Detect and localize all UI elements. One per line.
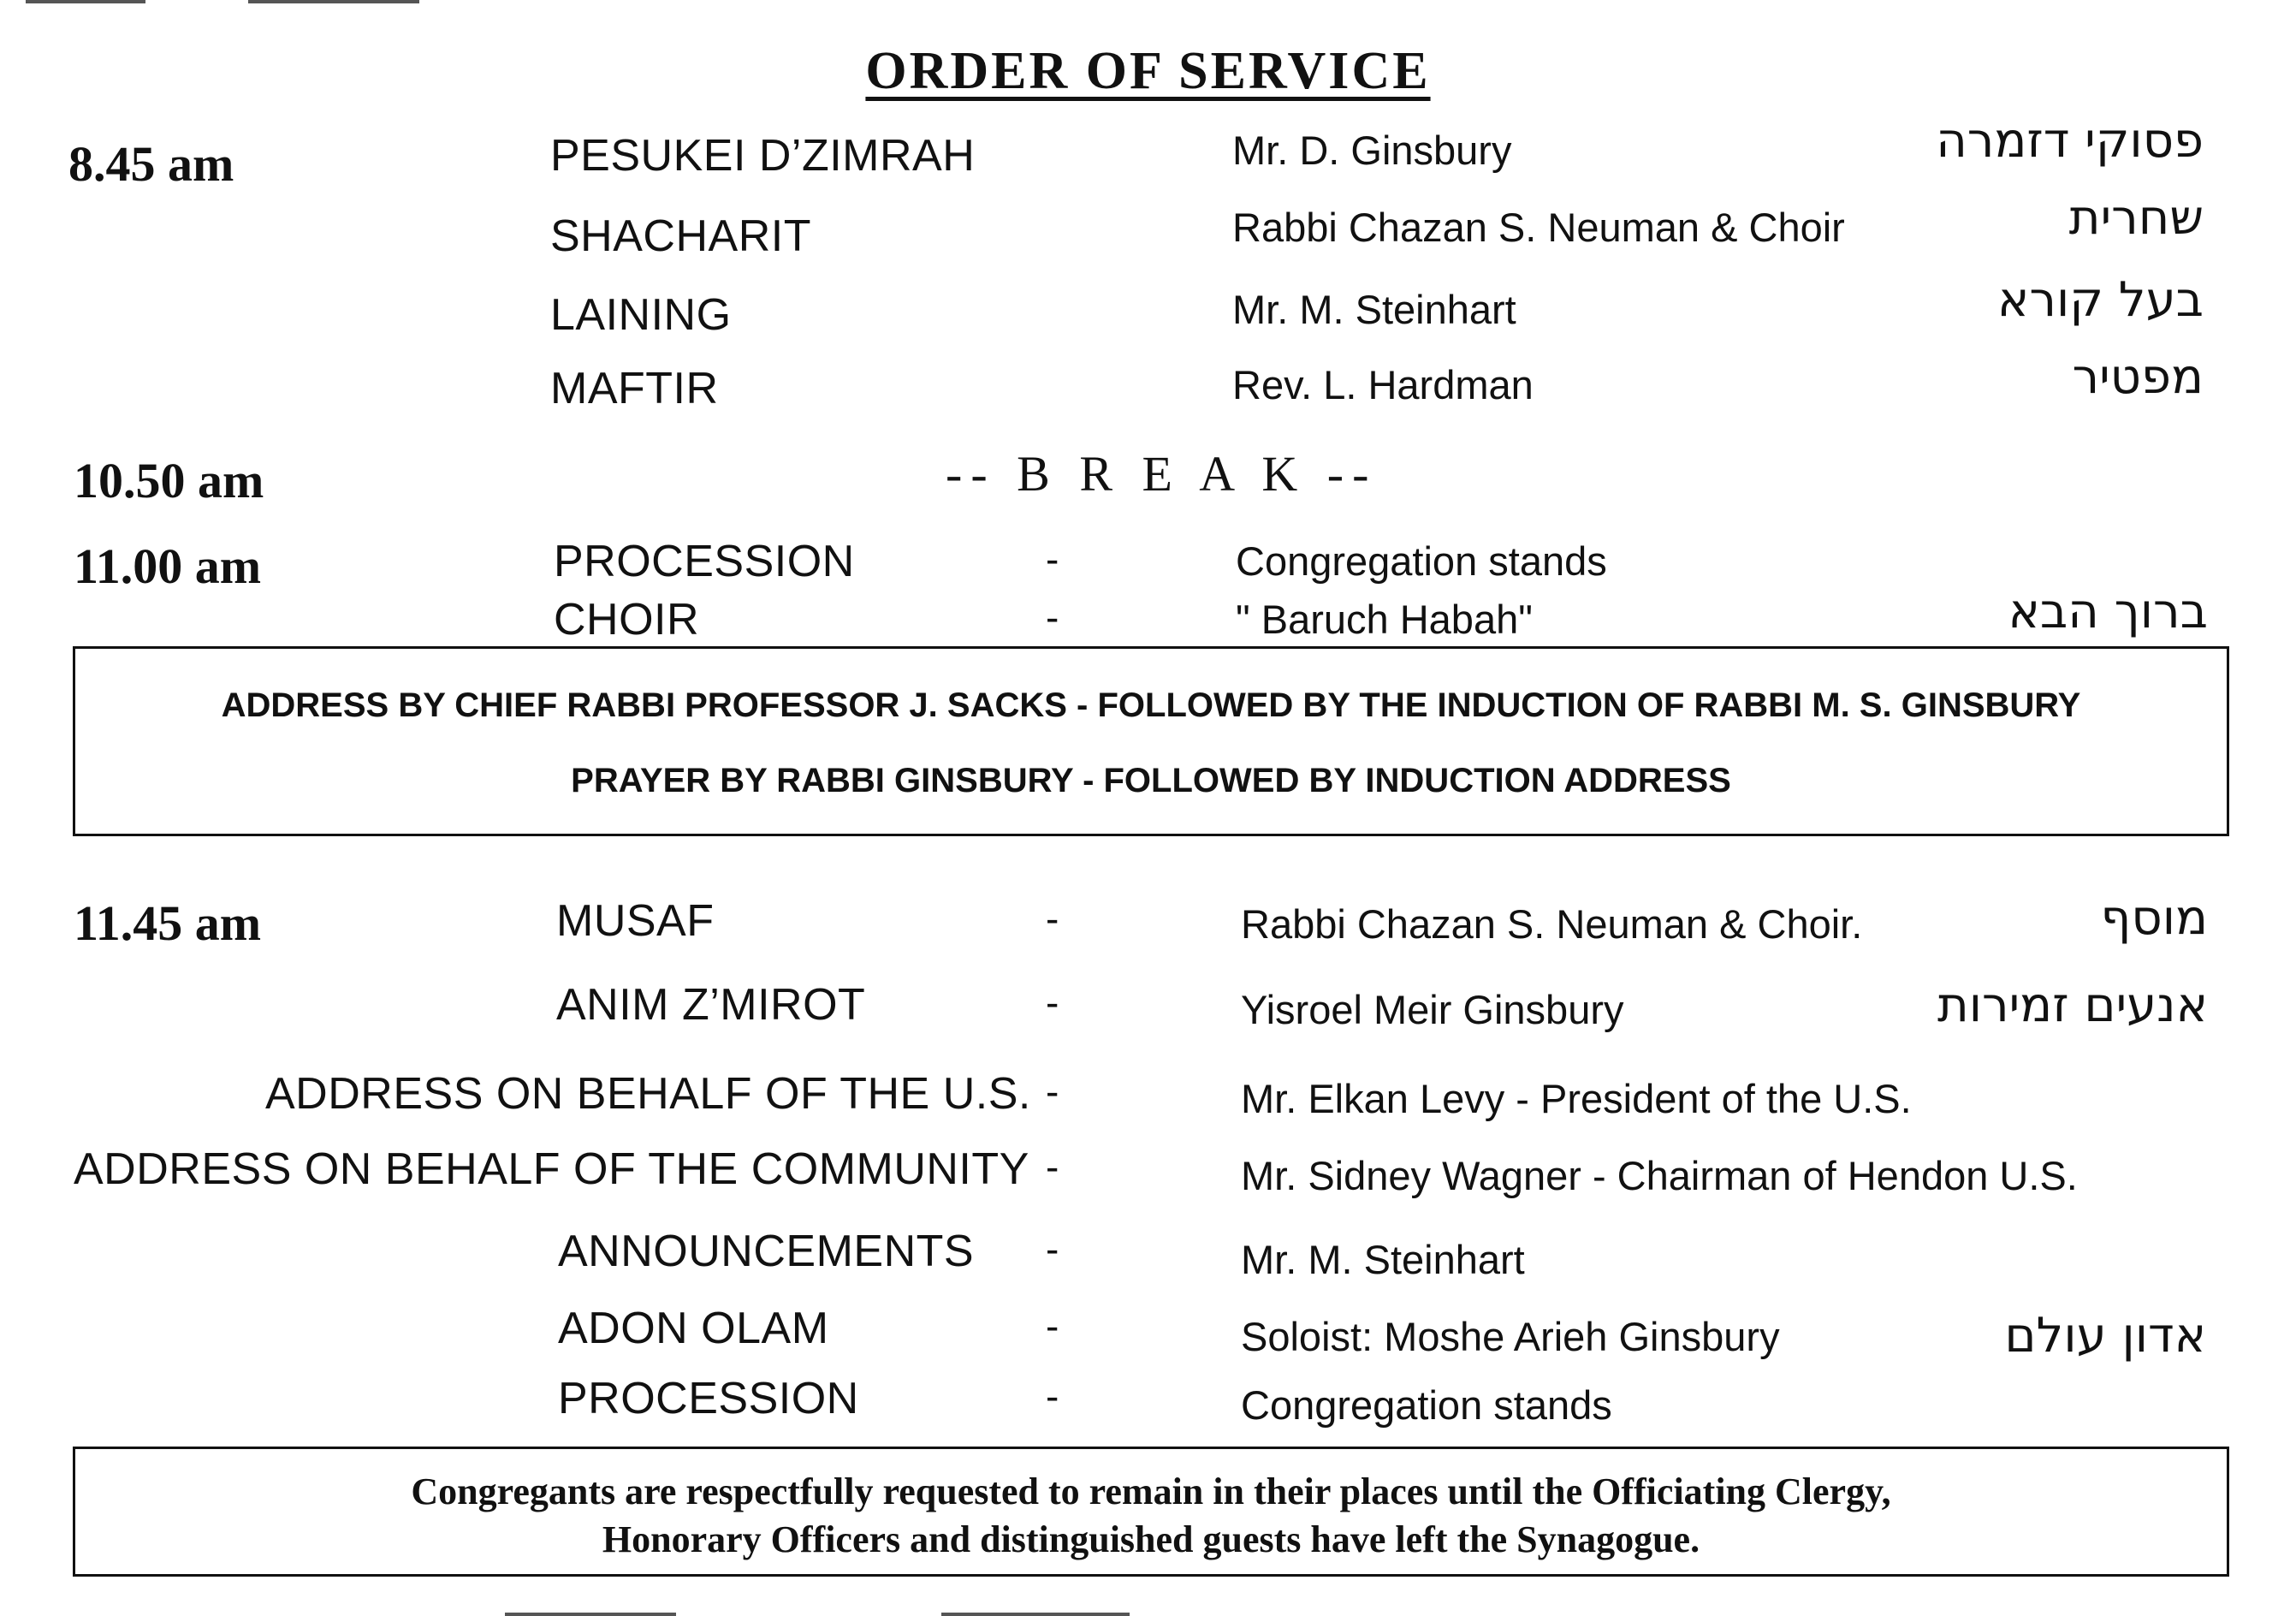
- officiant: Congregation stands: [1236, 538, 1607, 584]
- hebrew-title: פסוקי דזמרה: [1936, 113, 2204, 169]
- hebrew-title: בעל קורא: [1996, 272, 2204, 328]
- hebrew-title: אנעים זמירות: [1937, 977, 2208, 1033]
- address-box: [73, 646, 2229, 836]
- officiant: Mr. M. Steinhart: [1232, 287, 1516, 332]
- hebrew-title: אדון עולם: [2004, 1308, 2206, 1364]
- separator-dash: -: [1046, 595, 1059, 639]
- time-10-50: 10.50 am: [74, 453, 264, 508]
- officiant: Soloist: Moshe Arieh Ginsbury: [1241, 1314, 1780, 1359]
- service-item: LAINING: [550, 290, 732, 340]
- officiant: Rabbi Chazan S. Neuman & Choir: [1232, 205, 1845, 250]
- service-item: ADDRESS ON BEHALF OF THE U.S.: [265, 1069, 1031, 1119]
- separator-dash: -: [1046, 1227, 1059, 1271]
- edge-mark: [248, 0, 419, 3]
- service-item: ANIM Z’MIROT: [556, 980, 866, 1030]
- hebrew-title: מוסף: [2100, 890, 2208, 946]
- time-8-45: 8.45 am: [68, 136, 234, 192]
- edge-mark: [26, 0, 145, 3]
- hebrew-title: שחרית: [2068, 190, 2204, 246]
- service-item: MUSAF: [556, 896, 715, 946]
- service-item: ADON OLAM: [558, 1304, 829, 1353]
- note-line-2: Honorary Officers and distinguished guests have left the Synagogue.: [602, 1518, 1700, 1560]
- page-title: ORDER OF SERVICE: [865, 42, 1431, 100]
- separator-dash: -: [1046, 1069, 1059, 1114]
- service-item: MAFTIR: [550, 364, 719, 413]
- officiant: Mr. Sidney Wagner - Chairman of Hendon U.S.: [1241, 1153, 2078, 1198]
- separator-dash: -: [1046, 1374, 1059, 1418]
- officiant: " Baruch Habah": [1236, 597, 1533, 642]
- officiant: Yisroel Meir Ginsbury: [1241, 987, 1624, 1032]
- service-item: PROCESSION: [558, 1374, 859, 1423]
- hebrew-title: ברוך הבא: [2008, 584, 2208, 639]
- hebrew-title: מפטיר: [2072, 349, 2204, 405]
- service-item: ANNOUNCEMENTS: [558, 1227, 975, 1276]
- time-11-45: 11.45 am: [74, 895, 262, 951]
- note-line-1: Congregants are respectfully requested to remain in their places until the Officiating Clergy,: [411, 1470, 1891, 1512]
- officiant: Rabbi Chazan S. Neuman & Choir.: [1241, 901, 1863, 947]
- officiant: Rev. L. Hardman: [1232, 362, 1534, 407]
- separator-dash: -: [1046, 1304, 1059, 1348]
- officiant: Mr. Elkan Levy - President of the U.S.: [1241, 1076, 1912, 1121]
- edge-mark: [941, 1613, 1130, 1616]
- note-box: [73, 1447, 2229, 1577]
- officiant: Mr. D. Ginsbury: [1232, 128, 1512, 173]
- service-item: CHOIR: [554, 595, 700, 645]
- separator-dash: -: [1046, 1144, 1059, 1189]
- address-line-1: ADDRESS BY CHIEF RABBI PROFESSOR J. SACKS - FOLLOWED BY THE INDUCTION OF RABBI M. S. GINSBURY: [221, 686, 2081, 724]
- break-label: -- B R E A K --: [946, 446, 1378, 502]
- separator-dash: -: [1046, 896, 1059, 941]
- time-11-00: 11.00 am: [74, 538, 262, 594]
- service-item: PROCESSION: [554, 537, 855, 586]
- service-item: SHACHARIT: [550, 211, 811, 261]
- service-item: PESUKEI D’ZIMRAH: [550, 131, 976, 181]
- officiant: Congregation stands: [1241, 1382, 1612, 1428]
- address-line-2: PRAYER BY RABBI GINSBURY - FOLLOWED BY INDUCTION ADDRESS: [571, 762, 1731, 799]
- service-item: ADDRESS ON BEHALF OF THE COMMUNITY: [74, 1144, 1029, 1194]
- separator-dash: -: [1046, 537, 1059, 581]
- edge-mark: [505, 1613, 676, 1616]
- separator-dash: -: [1046, 980, 1059, 1025]
- officiant: Mr. M. Steinhart: [1241, 1237, 1525, 1282]
